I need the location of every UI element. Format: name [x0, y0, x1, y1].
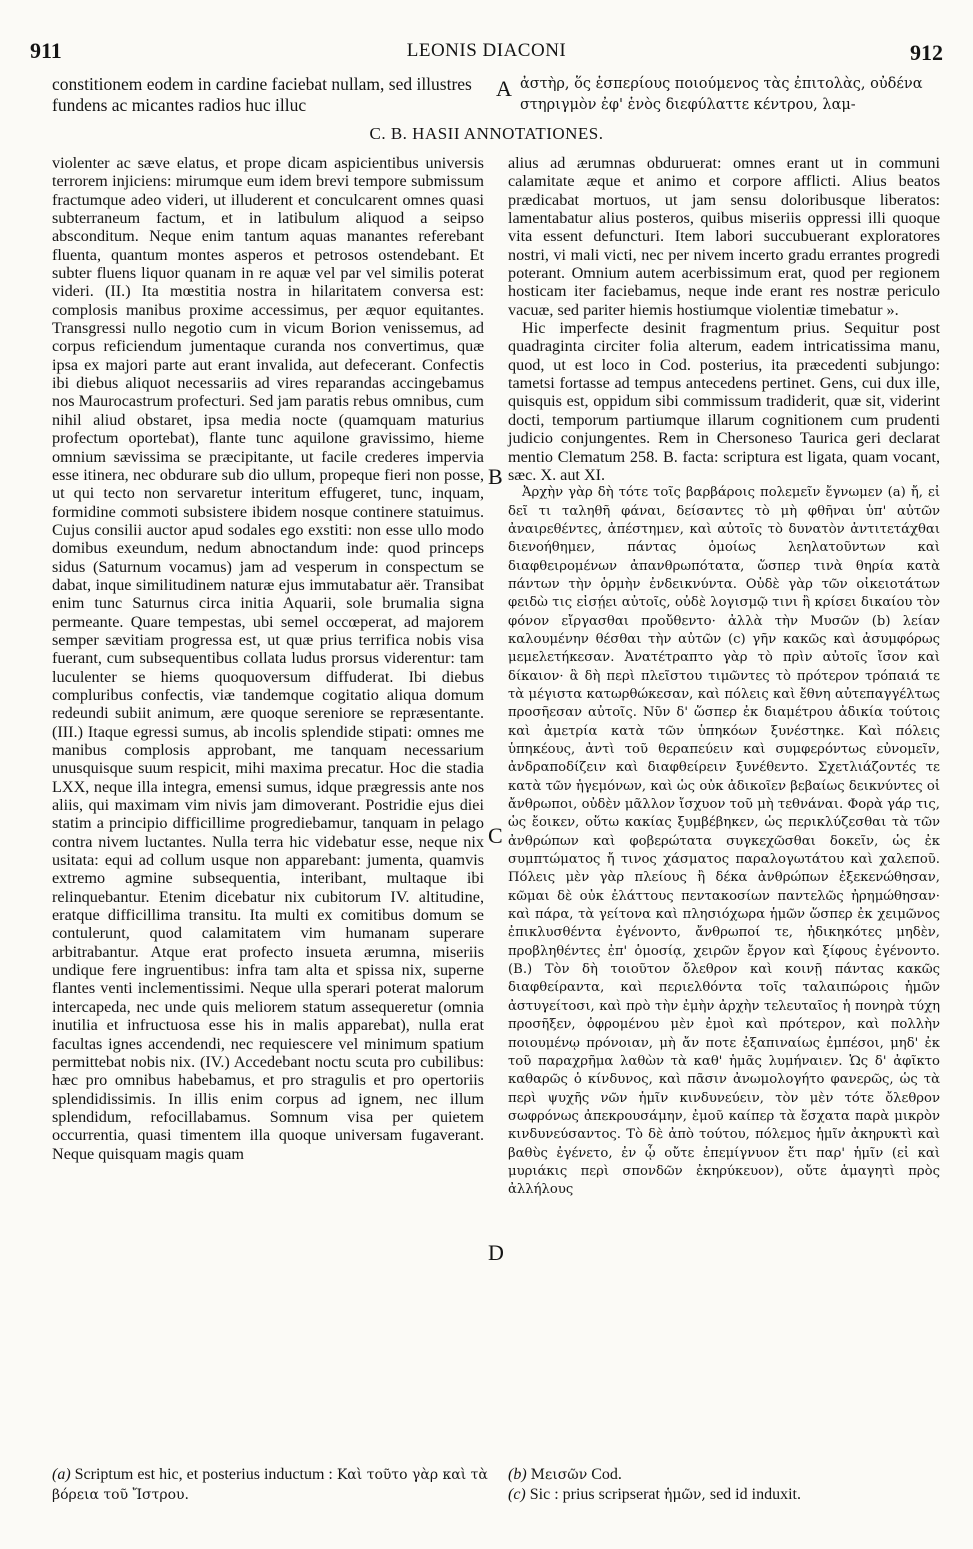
top-latin-text: constitionem eodem in cardine faciebat nullam, sed illustres fundens ac micantes radios huc illuc — [52, 74, 472, 115]
running-title: LEONIS DIACONI — [406, 40, 567, 61]
page-number-left: 911 — [30, 38, 62, 63]
footnote-c-greek: ἡμῶν, — [663, 1487, 706, 1503]
right-column-text-1: alius ad ærumnas obduruerat: omnes erant ut in communi calamitate æque et animo et corpore afflicti. Alius beatos prædicabat mortuos, ut jam sensu doloribusque liberatos: lamentabatur alius posteros, quibus miseriis oppressi illi quoque vita essent defuncturi. Item labori succubuerant exploratores nostri, vi mali victi, nec per nivem incerto gradu errantes progredi poterant. Omnium autem acerbissimum erat, quod per regionem hosticam iter faciebamus, neque inde erant res nostræ periculo vacuæ, sed pariter hiemis hostiumque violentiæ timebatur ». — [508, 154, 940, 319]
left-column-text: violenter ac sæve elatus, et prope dicam aspicientibus universis terrorem injiciens: mirumque eum idem brevi tempore submissum fractumque adeo videri, ut illuderent et conculcarent omnes quasi subterraneum factum, et in latibulum aliquod a seipso absconditum. Neque enim tantum aquas manantes referebant fluenta, quantum montes asperos et petrosos ostendebant. Et subter fluens liquor quanam in re aquæ vel par vel similis poterat videri. (II.) Ita mœstitia nostra in hilaritatem conversa est: complosis manibus proxime accessimus, per æquor equitantes. Transgressi nullo negotio cum in vicum Borion venissemus, ad corpus reficiendum jumentaque curanda nos convertimus, quæ ipsa ex majori parte aut erant invalida, aut defecerant. Confectis ibi diebus aliquot necessariis ad vires reparandas accingebamus nos Maurocastrum profecturi. Sed jam paratis rebus omnibus, cum nihil aliud obstaret, ipsa media nocte (quamquam maturius profectum oportebat), flante tunc aquilone gravissimo, hieme omnium sævissima se præcipitante, ut facile crederes impervia esse itinera, nec obdurare sub dio ullum, propeque fieri non posse, ut qui tecto non servaretur interitum effugeret, tunc, inquam, formidine commoti subsistere ibidem nosque continere statuimus. Cujus consilii auctor apud sodales ego exstiti: non esse ullo modo domibus exeundum, nedum abnoctandum inde: quod princeps sidus (Saturnum vocamus) jam ad vesperum in conspectum se dabat, inque similitudinem naturæ ejus immutabatur aër. Transibat enim tunc Saturnus circa initia Aquarii, sole brumalia signa permeante. Quare tempestas, ubi semel occœperat, ad majorem semper sævitiam progressa est, ut quæ prius terrifica nobis visa fuerant, cum subsequentibus collata ludus prorsus viderentur: tam luculenter se hiems quoquoversum diffuderat. Ibi diebus compluribus confectis, viæ tandemque cogitatio aliqua domum redeundi subiit animum, ære quoque sereniore se repræsentante. (III.) Itaque egressi sumus, ab incolis splendide stipati: omnes me manibus complosis approbant, me tanquam necessarium unusquisque suum respicit, mihi maxima precatur. Hoc die stadia LXX, neque illa integra, emensi sumus, idque prægressis ante nos aliis, qui maximam vim nivis jam dimoverant. Postridie ejus diei statim a principio difficillime progrediebamur, tanquam in pelago contra nivem luctantes. Nulla terra hic videbatur esse, neque nix usitata: equi ad collum usque non apparebant: jumenta, quamvis extremo agmine subsequentia, interibant, multaque ibi relinquebantur. Etenim dicebatur nix cubitorum IV. altitudine, eratque difficillima transitu. Ita multi ex comitibus domum se contulerunt, quod calamitatem vim humanam superare arbitrabantur. Atque erat profecto insueta ærumna, miseriis undique fere ingruentibus: infra tam alta et spissa nix, superne flantes venti inclementissimi. Neque ulla sperari poterat malorum intercapeda, nec unde quis meliorem statum assequeretur (omnia inutilia et infructuosa esse his in malis apparebat), nulla erat facultas ignes accendendi, nec requiescere vel minimum spatium permittebat nobis nix. (IV.) Accedebant noctu scuta pro cubilibus: hæc pro omnibus habebamus, et pro stragulis et pro opertoriis splendidissimis. In illis enim corpus ad ignem, nec illum splendidum, refocillabamus. Somnum visa per quietem occurrentia, quasi timentem illa quoque universam fugaverant. Neque quisquam magis quam — [52, 154, 484, 1163]
footnote-a — [52, 1465, 492, 1505]
top-greek-text: ἀστὴρ, ὅς ἑσπερίους ποιούμενος τὰς ἐπιτολὰς, οὐδένα στηριγμὸν ἐφ' ἑνὸς διεφύλαττε κέντρου, λαμ- — [520, 76, 923, 113]
footnote-a-label: (a) — [52, 1466, 71, 1483]
section-title: C. B. HASII ANNOTATIONES. — [369, 124, 604, 143]
footnote-c-text-1: Sic : prius scripserat — [529, 1486, 660, 1503]
footnote-a-text: Scriptum est hic, et posterius inductum : — [74, 1466, 333, 1483]
margin-letter-c: C — [488, 823, 503, 848]
footnote-a-greek: Καὶ τοῦτο γὰρ καὶ τὰ βόρεια τοῦ Ἴστρου. — [52, 1467, 488, 1503]
left-column — [52, 154, 484, 1163]
footnote-c-text-2: sed id induxit. — [709, 1486, 801, 1503]
footnote-c — [508, 1485, 948, 1505]
running-header — [30, 38, 943, 68]
footnote-b-text: Cod. — [591, 1466, 622, 1483]
page-number-right: 912 — [910, 40, 943, 65]
margin-letter-d: D — [488, 1240, 504, 1265]
right-column — [508, 154, 940, 1200]
footnote-b-label: (b) — [508, 1466, 527, 1483]
footnote-c-label: (c) — [508, 1486, 526, 1503]
right-column-text-2: Hic imperfecte desinit fragmentum prius. Sequitur post quadraginta circiter folia alterum, eadem intricatissima manu, quod, ut est loco in Cod. posterius, ita præcedenti subjungo: tametsi fortasse ad tempus antecedens pertinet. Gens, cui dux ille, quisquis est, oppidum sibi commissum tradiderit, quæ sit, viderint docti, temporum partiumque illarum cognitionem cum prudenti judicio conjungentes. Rem in Chersoneso Taurica geri declarat mentio Clematum 258. B. facta: scriptura est ligata, quam vocant, sæc. X. aut XI. — [508, 319, 940, 484]
right-column-greek: Ἀρχὴν γὰρ δὴ τότε τοῖς βαρβάροις πολεμεῖν ἔγνωμεν (a) ἤ, εἰ δεῖ τι ταληθῆ φάναι, δείσαντες τὸ μὴ φθῆναι ὑπ' αὐτῶν ἀναιρεθέντες, ἀπέστημεν, καὶ αὐτοῖς τὸ δυνατὸν ἀντιτετάχθαι διενοήθημεν, πάντας ὁμοίως λεηλατοῦντων καὶ διαφθειρομένων ἀπανθρωπότατα, ὥσπερ τινὰ θηρία κατὰ πάντων τὴν ὁρμὴν ἐνδεικνύντα. Οὐδὲ γὰρ τῶν οἰκειοτάτων φειδὼ τις εἰσῄει αὐτοῖς, οὐδὲ λογισμῷ τινι ἢ κρίσει δικαίου τὸν φόνον εἴργασθαι προὔθεντο· ἀλλὰ τὴν Μυσῶν (b) λείαν καλουμένην θέσθαι τὴν αὐτῶν (c) γῆν κακῶς καὶ ἀσυμφόρως μεμελετήκεσαν. Ἀνατέτραπτο γὰρ τὸ πρὶν αὐτοῖς ἴσον καὶ δίκαιον· ἃ δὴ περὶ πλεῖστου τιμῶντες τὸ πρότερον τρόπαιά τε τὰ μέγιστα κατωρθώκεσαν, καὶ πόλεις καὶ ἔθνη αὐτεπαγγέλτως προσῆεσαν αὐτοῖς. Νῦν δ' ὥσπερ ἐκ διαμέτρου ἀδικία τούτοις καὶ ἀμετρία κατὰ τῶν ὑπηκόων ξυνέστηκε. Καὶ πόλεις ὑπηκέους, ἀντὶ τοῦ θεραπεύειν καὶ συμφερόντως εὐνομεῖν, ἀνδραποδίζειν καὶ διαφθείρειν ξυνέθεντο. Σχετλιάζοντές τε κατὰ τῶν ἡγεμόνων, καὶ ὡς οὐκ ἀδικοῖεν βεβαίως δεικνύντες οἱ ἄνθρωποι, οὐδὲν μᾶλλον ἴσχυον τοῦ μὴ τεθνάναι. Φορὰ γάρ τις, ὡς ἔοικεν, οὕτω κακίας ξυμβέβηκεν, ὡς περικλύζεσθαι τὰ τῶν ἀνθρώπων καὶ φοβερώτατα συγκεχῶσθαι δοκεῖν, ὡς ἐκ συμπτώματος ἤ τινος χάσματος παραλογωτάτου καὶ χαλεποῦ. Πόλεις μὲν γὰρ πλείους ἢ δέκα ἀνθρώπων ἐξεκενώθησαν, κῶμαι δὲ οὐκ ἐλάττους πεντακοσίων παντελῶς ἠρημώθησαν· καὶ πάρα, τὰ γείτονα καὶ πλησιόχωρα ἡμῶν ὥσπερ ἐκ χειμῶνος ἐπικλυσθέντα ἐγένοντο, ἄνθρωποί τε, ἠδικηκότες μηδὲν, προβληθέντες ἐπ' ὁμοσίᾳ, χειρῶν ἔργον καὶ ξίφους ἐγένοντο. (B.) Τὸν δὴ τοιοῦτον ὄλεθρον καὶ κοινῇ πάντας κακῶς διαφθείραντα, καὶ περιελθόντα τοῖς ταλαιπώροις ἡμῶν ἀστυγείτοσι, καὶ πρὸ τὴν ἐμὴν ἀρχὴν τελευταῖος ἡ πονηρὰ τύχη προσῆξεν, ὀφρομένου μὲν ἐμοὶ καὶ πρότερον, καὶ πολλὴν ποιουμένῳ πρόνοιαν, μὴ ἄν ποτε ἐξαπιναίως ἐμπέσοι, μηδ' ἐκ τοῦ παραχρῆμα λαθὼν τὰ καθ' ἡμᾶς λυμήναιεν. Ὡς δ' ἀφῖκτο καθαρῶς ὁ κίνδυνος, καὶ πᾶσιν ἀνωμολογήτο φανερῶς, ὡς τὰ περὶ ψυχῆς νῶν ἡμῖν κινδυνεύειν, τὸν μὲν τότε ὄλεθρον σωφρόνως ἀπεκρουσάμην, ἐμοῦ καίπερ τὰ ἔσχατα παρὰ μικρὸν κινδυνεύσαντος. Τὸ δὲ ἀπὸ τούτου, πόλεμος ἡμῖν ἀκηρυκτὶ καὶ βαθὺς ἐγένετο, ἐν ᾧ οὔτε ἐπεμίγνυον ἔτι παρ' ἡμῖν (εἰ καὶ μυριάκις περὶ σπονδῶν ἐκηρύκευον), οὔτε ἁμαγητὶ πρὸς ἀλλήλους — [508, 485, 940, 1198]
footnotes-right — [508, 1465, 948, 1505]
margin-letter-a: A — [496, 76, 512, 101]
margin-letter-b: B — [488, 464, 503, 489]
footnote-b — [508, 1465, 948, 1485]
footnote-b-greek: Μεισῶν — [530, 1467, 588, 1483]
